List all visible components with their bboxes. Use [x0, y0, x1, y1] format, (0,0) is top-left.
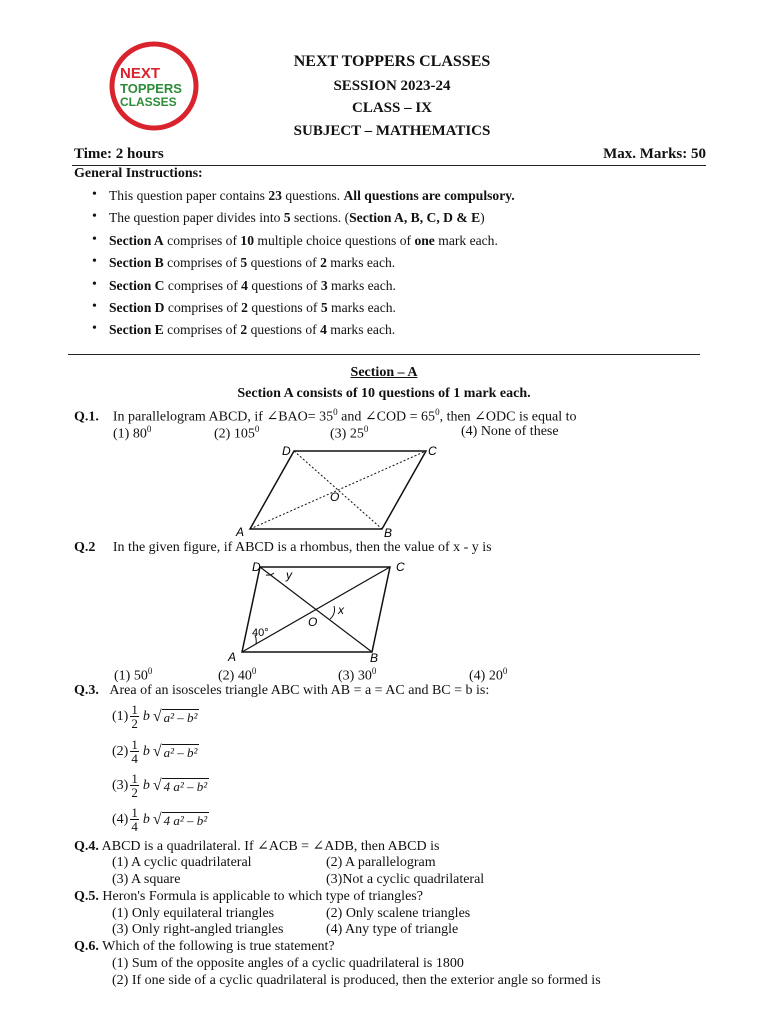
q4-option-4: (3)Not a cyclic quadrilateral: [326, 872, 485, 887]
q3-option-1: (1) $\frac{1}{2}$ b √ a² – b²: [112, 702, 198, 731]
q1-parallelogram-figure: [230, 441, 445, 541]
q2-option-4: (4) $20^0$: [469, 666, 508, 684]
q1-option-3: (3) $25^0$: [330, 424, 369, 442]
subject: SUBJECT – MATHEMATICS: [293, 123, 491, 139]
section-title: Section – A: [350, 365, 418, 380]
label-b: B: [370, 651, 379, 665]
logo-text-toppers: TOPPERS: [120, 81, 182, 96]
q5-option-4: (4) Any type of triangle: [326, 922, 459, 937]
q1-option-1: (1) $80^0$: [113, 424, 152, 442]
instruction-item: • Section D comprises of 2 questions of 5 marks each.: [92, 300, 732, 322]
time-label: Time: 2 hours: [74, 146, 164, 162]
instructions-title: General Instructions:: [74, 166, 203, 181]
label-x: x: [338, 603, 344, 617]
logo-text-classes: CLASSES: [120, 95, 177, 109]
label-a: A: [236, 525, 245, 539]
label-d: D: [252, 560, 261, 574]
label-c: C: [428, 444, 437, 458]
instruction-item: • Section C comprises of 4 questions of 3 marks each.: [92, 278, 732, 300]
q2-option-2: (2) $40^0$: [218, 666, 257, 684]
instruction-item: • The question paper divides into 5 sections. (Section A, B, C, D & E): [92, 210, 732, 232]
q1-option-2: (2) $105^0$: [214, 424, 260, 442]
instruction-item: • Section E comprises of 2 questions of 4 marks each.: [92, 322, 732, 344]
question-6: Q.6. Which of the following is true statement?: [74, 939, 335, 954]
label-y: y: [286, 568, 292, 582]
diagonal-bd: [260, 567, 372, 652]
label-o: O: [330, 490, 340, 504]
institute-name: NEXT TOPPERS CLASSES: [293, 53, 491, 70]
label-o: O: [308, 615, 318, 629]
question-2: Q.2 In the given figure, if ABCD is a rhombus, then the value of x - y is: [74, 540, 492, 555]
question-5: Q.5. Heron's Formula is applicable to which type of triangles?: [74, 889, 423, 904]
label-a: A: [228, 650, 237, 664]
section-rule: [68, 354, 700, 355]
instructions-list: [92, 188, 732, 345]
label-b: B: [384, 526, 393, 540]
max-marks-label: Max. Marks: 50: [603, 146, 706, 162]
instruction-item: • Section A comprises of 10 multiple choice questions of one mark each.: [92, 233, 732, 255]
q3-option-3: (3) $\frac{1}{2}$ b √ 4 a² – b²: [112, 771, 208, 800]
q5-option-2: (2) Only scalene triangles: [326, 906, 471, 921]
q5-option-1: (1) Only equilateral triangles: [112, 906, 275, 921]
label-40: 40°: [252, 627, 269, 639]
q5-option-3: (3) Only right-angled triangles: [112, 922, 284, 937]
session: SESSION 2023-24: [333, 78, 451, 94]
q4-option-1: (1) A cyclic quadrilateral: [112, 855, 252, 870]
q1-option-4: (4) None of these: [461, 424, 559, 439]
q4-option-3: (3) A square: [112, 872, 181, 887]
question-4: Q.4. ABCD is a quadrilateral. If ∠ACB = ∠ADB, then ABCD is: [74, 839, 440, 854]
class: CLASS – IX: [351, 100, 433, 116]
instruction-item: • This question paper contains 23 questions. All questions are compulsory.: [92, 188, 732, 210]
q4-option-2: (2) A parallelogram: [326, 855, 436, 870]
section-subtitle: Section A consists of 10 questions of 1 mark each.: [237, 386, 531, 401]
q2-option-3: (3) $30^0$: [338, 666, 377, 684]
q2-option-1: (1) $50^0$: [114, 666, 153, 684]
q3-option-4: (4) $\frac{1}{4}$ b √ 4 a² – b²: [112, 805, 208, 834]
q3-option-2: (2) $\frac{1}{4}$ b √ a² – b²: [112, 737, 198, 766]
question-3: Q.3. Area of an isosceles triangle ABC with AB = a = AC and BC = b is:: [74, 683, 490, 698]
label-c: C: [396, 560, 405, 574]
label-d: D: [282, 444, 291, 458]
instruction-item: • Section B comprises of 5 questions of 2 marks each.: [92, 255, 732, 277]
question-1: Q.1. In parallelogram ABCD, if ∠BAO= $35^0$ and ∠COD = $65^0$, then ∠ODC is equal to: [74, 407, 577, 425]
q2-rhombus-figure: [222, 557, 412, 665]
angle-x-arc: [330, 606, 335, 619]
logo-text-next: NEXT: [120, 65, 161, 82]
q6-option-2: (2) If one side of a cyclic quadrilateral is produced, then the exterior angle so formed is: [112, 973, 601, 988]
q6-option-1: (1) Sum of the opposite angles of a cyclic quadrilateral is 1800: [112, 956, 464, 971]
